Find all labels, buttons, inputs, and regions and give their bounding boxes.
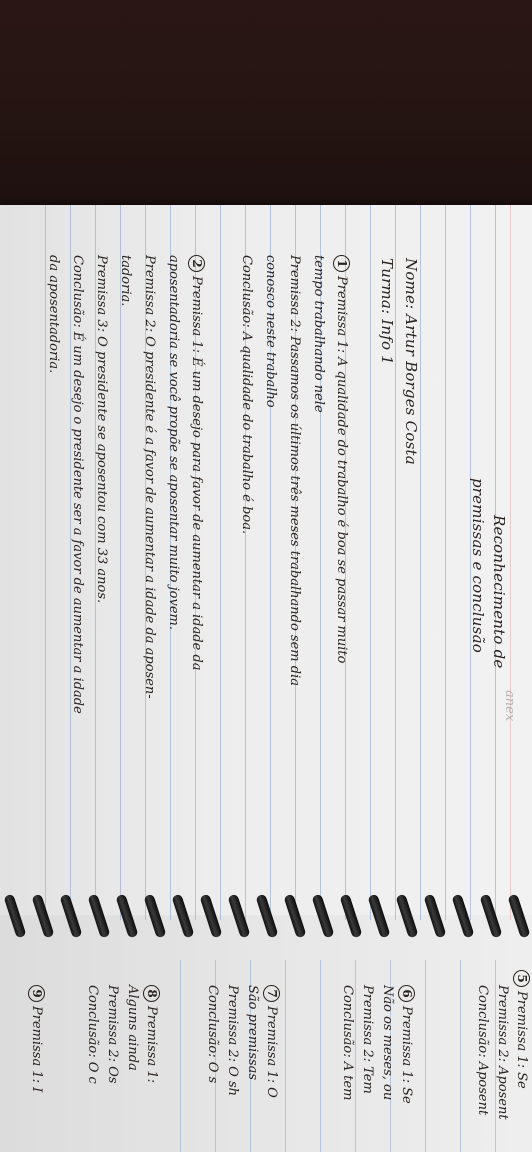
next-page-item-7-line-2: São premissas [245, 985, 260, 1081]
question-1-line-3: Premissa 2: Passamos os últimos três meses trabalhando sem dia [287, 255, 302, 686]
premise-line: Premissa 1: A qualidade do trabalho é boa se passar muito [334, 276, 349, 664]
premise-line: Premissa 1: É um desejo para favor de aumentar a idade da [189, 276, 204, 671]
title-line-1: Reconhecimento de [490, 515, 508, 669]
question-2-line-3: Premissa 2: O presidente é a favor de aumentar a idade da aposen- [142, 255, 157, 699]
question-number-badge: 2 [188, 255, 205, 272]
next-page-item-8-line-3: Premissa 2: Os [105, 985, 120, 1084]
next-page-item-5-line-2: Premissa 2: Aposent [495, 985, 510, 1120]
ruled-line [285, 960, 286, 1152]
premise-line: Premissa 1: I [29, 1006, 44, 1093]
spiral-coil [255, 894, 278, 939]
ruled-line [355, 960, 356, 1152]
next-page-item-7-line-4: Conclusão: O s [205, 985, 220, 1084]
spiral-binding [0, 888, 532, 948]
item-number-badge: 5 [513, 970, 530, 987]
faint-mark: anex [502, 690, 517, 722]
spiral-coil [451, 894, 474, 939]
question-number-badge: 1 [333, 255, 350, 272]
question-2-line-4: tadoria. [118, 255, 133, 307]
spiral-coil [339, 894, 362, 939]
question-2-line-7: da aposentadoria. [46, 255, 61, 374]
next-page-item-6-line-4: Conclusão: A tem [340, 985, 355, 1101]
margin-line [510, 205, 511, 920]
spiral-coil [115, 894, 138, 939]
next-page-item-6-line-2: Não os meses, ou [380, 985, 395, 1101]
next-page-item-7-line-1 [263, 985, 280, 1098]
student-name: Nome: Artur Borges Costa [402, 258, 420, 465]
question-1-line-1 [333, 255, 350, 663]
question-1-line-2: tempo trabalhando nele [311, 255, 326, 413]
ruled-line [425, 960, 426, 1152]
spiral-coil [227, 894, 250, 939]
spiral-coil [199, 894, 222, 939]
ruled-line [445, 205, 446, 920]
question-1-line-4: conosco neste trabalho [263, 255, 278, 408]
next-page-item-8-line-4: Conclusão: O c [85, 985, 100, 1084]
next-page-item-9-line-1 [28, 985, 45, 1092]
spiral-coil [367, 894, 390, 939]
item-number-badge: 9 [28, 985, 45, 1002]
student-class: Turma: Info 1 [378, 258, 396, 365]
ruled-line [320, 960, 321, 1152]
ruled-line [460, 960, 461, 1152]
item-number-badge: 8 [143, 985, 160, 1002]
ruled-line [420, 205, 421, 920]
spiral-coil [59, 894, 82, 939]
question-1-conclusion: Conclusão: A qualidade do trabalho é boa. [239, 255, 254, 535]
next-page-item-8-line-2: Alguns ainda [125, 985, 140, 1071]
next-page-item-5-line-1 [513, 970, 530, 1089]
spiral-coil [143, 894, 166, 939]
dark-background [0, 0, 532, 212]
premise-line: Premissa 1: Se [399, 1006, 414, 1104]
premise-line: Premissa 1: Se [514, 991, 529, 1089]
spiral-coil [507, 894, 530, 939]
spiral-coil [171, 894, 194, 939]
ruled-line [370, 205, 371, 920]
next-page-item-6-line-1 [398, 985, 415, 1104]
question-2-conclusion: Conclusão: É um desejo o presidente ser a favor de aumentar a idade [70, 255, 85, 714]
spiral-coil [479, 894, 502, 939]
premise-line: Premissa 1: O [264, 1006, 279, 1098]
spiral-coil [31, 894, 54, 939]
spiral-coil [423, 894, 446, 939]
ruled-line [120, 205, 121, 920]
item-number-badge: 6 [398, 985, 415, 1002]
item-number-badge: 7 [263, 985, 280, 1002]
title-line-2: premissas e conclusão [469, 478, 487, 653]
next-page-item-6-line-3: Premissa 2: Tem [360, 985, 375, 1094]
spiral-coil [311, 894, 334, 939]
next-page-item-5-line-3: Conclusão: Aposent [475, 985, 490, 1116]
spiral-coil [395, 894, 418, 939]
question-2-line-2: aposentadoria se você propõe se aposentar muito jovem. [166, 255, 181, 630]
ruled-line [220, 205, 221, 920]
question-2-line-5: Premissa 3: O presidente se aposentou com 33 anos. [94, 255, 109, 604]
premise-line: Premissa 1: [144, 1006, 159, 1084]
next-page-item-7-line-3: Premissa 2: O sh [225, 985, 240, 1096]
ruled-line [180, 960, 181, 1152]
next-page-item-8-line-1 [143, 985, 160, 1083]
spiral-coil [3, 894, 26, 939]
spiral-coil [283, 894, 306, 939]
question-2-line-1 [188, 255, 205, 671]
spiral-coil [87, 894, 110, 939]
